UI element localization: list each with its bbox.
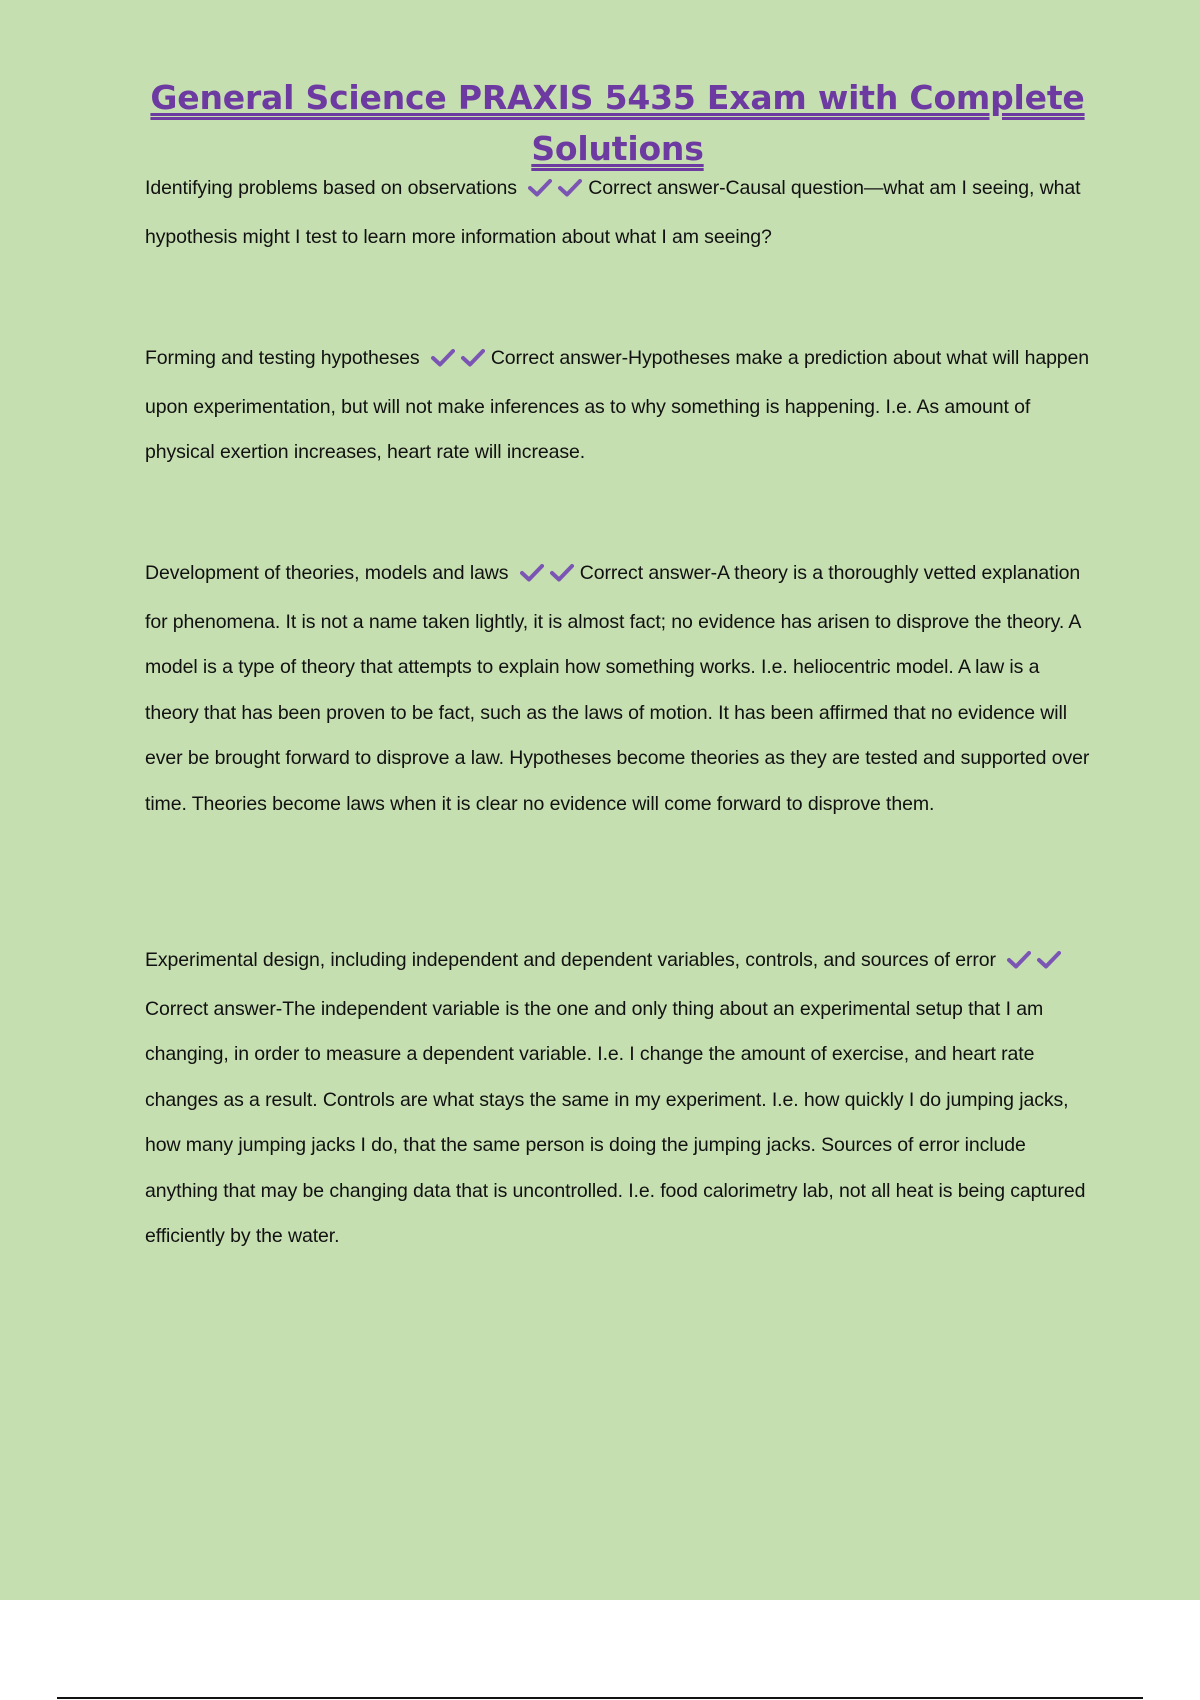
check-mark-icon — [1037, 951, 1061, 969]
question-text: Identifying problems based on observations — [145, 177, 517, 199]
answer-text: Correct answer-Hypotheses make a prediction about what will happen upon experimentation, but will not make inferences as to why something is happening. I.e. As amount of physical exertion increases, heart rate will increase. — [145, 347, 1090, 463]
double-check-icon — [1007, 941, 1061, 987]
check-mark-icon — [528, 179, 552, 197]
question-text: Development of theories, models and laws — [145, 562, 509, 584]
answer-text: Correct answer-Causal question—what am I seeing, what hypothesis might I test to learn more information about what I am seeing? — [145, 177, 1081, 248]
check-mark-icon — [461, 349, 485, 367]
double-check-icon — [528, 169, 582, 215]
check-mark-icon — [520, 564, 544, 582]
question-text: Forming and testing hypotheses — [145, 347, 420, 369]
answer-text: Correct answer-A theory is a thoroughly vetted explanation for phenomena. It is not a name taken lightly, it is almost fact; no evidence has arisen to disprove the theory. A model is a type of theory that attempts to explain how something works. I.e. heliocentric model. A law is a theory that has been proven to be fact, such as the laws of motion. It has been affirmed that no evidence will ever be brought forward to disprove a law. Hypotheses become theories as they are tested and supported over time. Theories become laws when it is clear no evidence will come forward to disprove them. — [145, 562, 1090, 815]
qa-item-4 — [145, 938, 1095, 1260]
qa-item-1 — [145, 166, 1095, 260]
document-title: General Science PRAXIS 5435 Exam with Complete Solutions — [150, 78, 1085, 168]
qa-item-2 — [145, 336, 1095, 476]
check-mark-icon — [558, 179, 582, 197]
question-text: Experimental design, including independent and dependent variables, controls, and sources of error — [145, 949, 996, 971]
check-mark-icon — [550, 564, 574, 582]
qa-item-3 — [145, 551, 1095, 827]
double-check-icon — [431, 339, 485, 385]
check-mark-icon — [1007, 951, 1031, 969]
double-check-icon — [520, 554, 574, 600]
check-mark-icon — [431, 349, 455, 367]
answer-text: Correct answer-The independent variable is the one and only thing about an experimental setup that I am changing, in order to measure a dependent variable. I.e. I change the amount of exercise, and heart rate changes as a result. Controls are what stays the same in my experiment. I.e. how quickly I do jumping jacks, how many jumping jacks I do, that the same person is doing the jumping jacks. Sources of error include anything that may be changing data that is uncontrolled. I.e. food calorimetry lab, not all heat is being captured efficiently by the water. — [145, 997, 1086, 1247]
footer-divider — [57, 1697, 1143, 1699]
